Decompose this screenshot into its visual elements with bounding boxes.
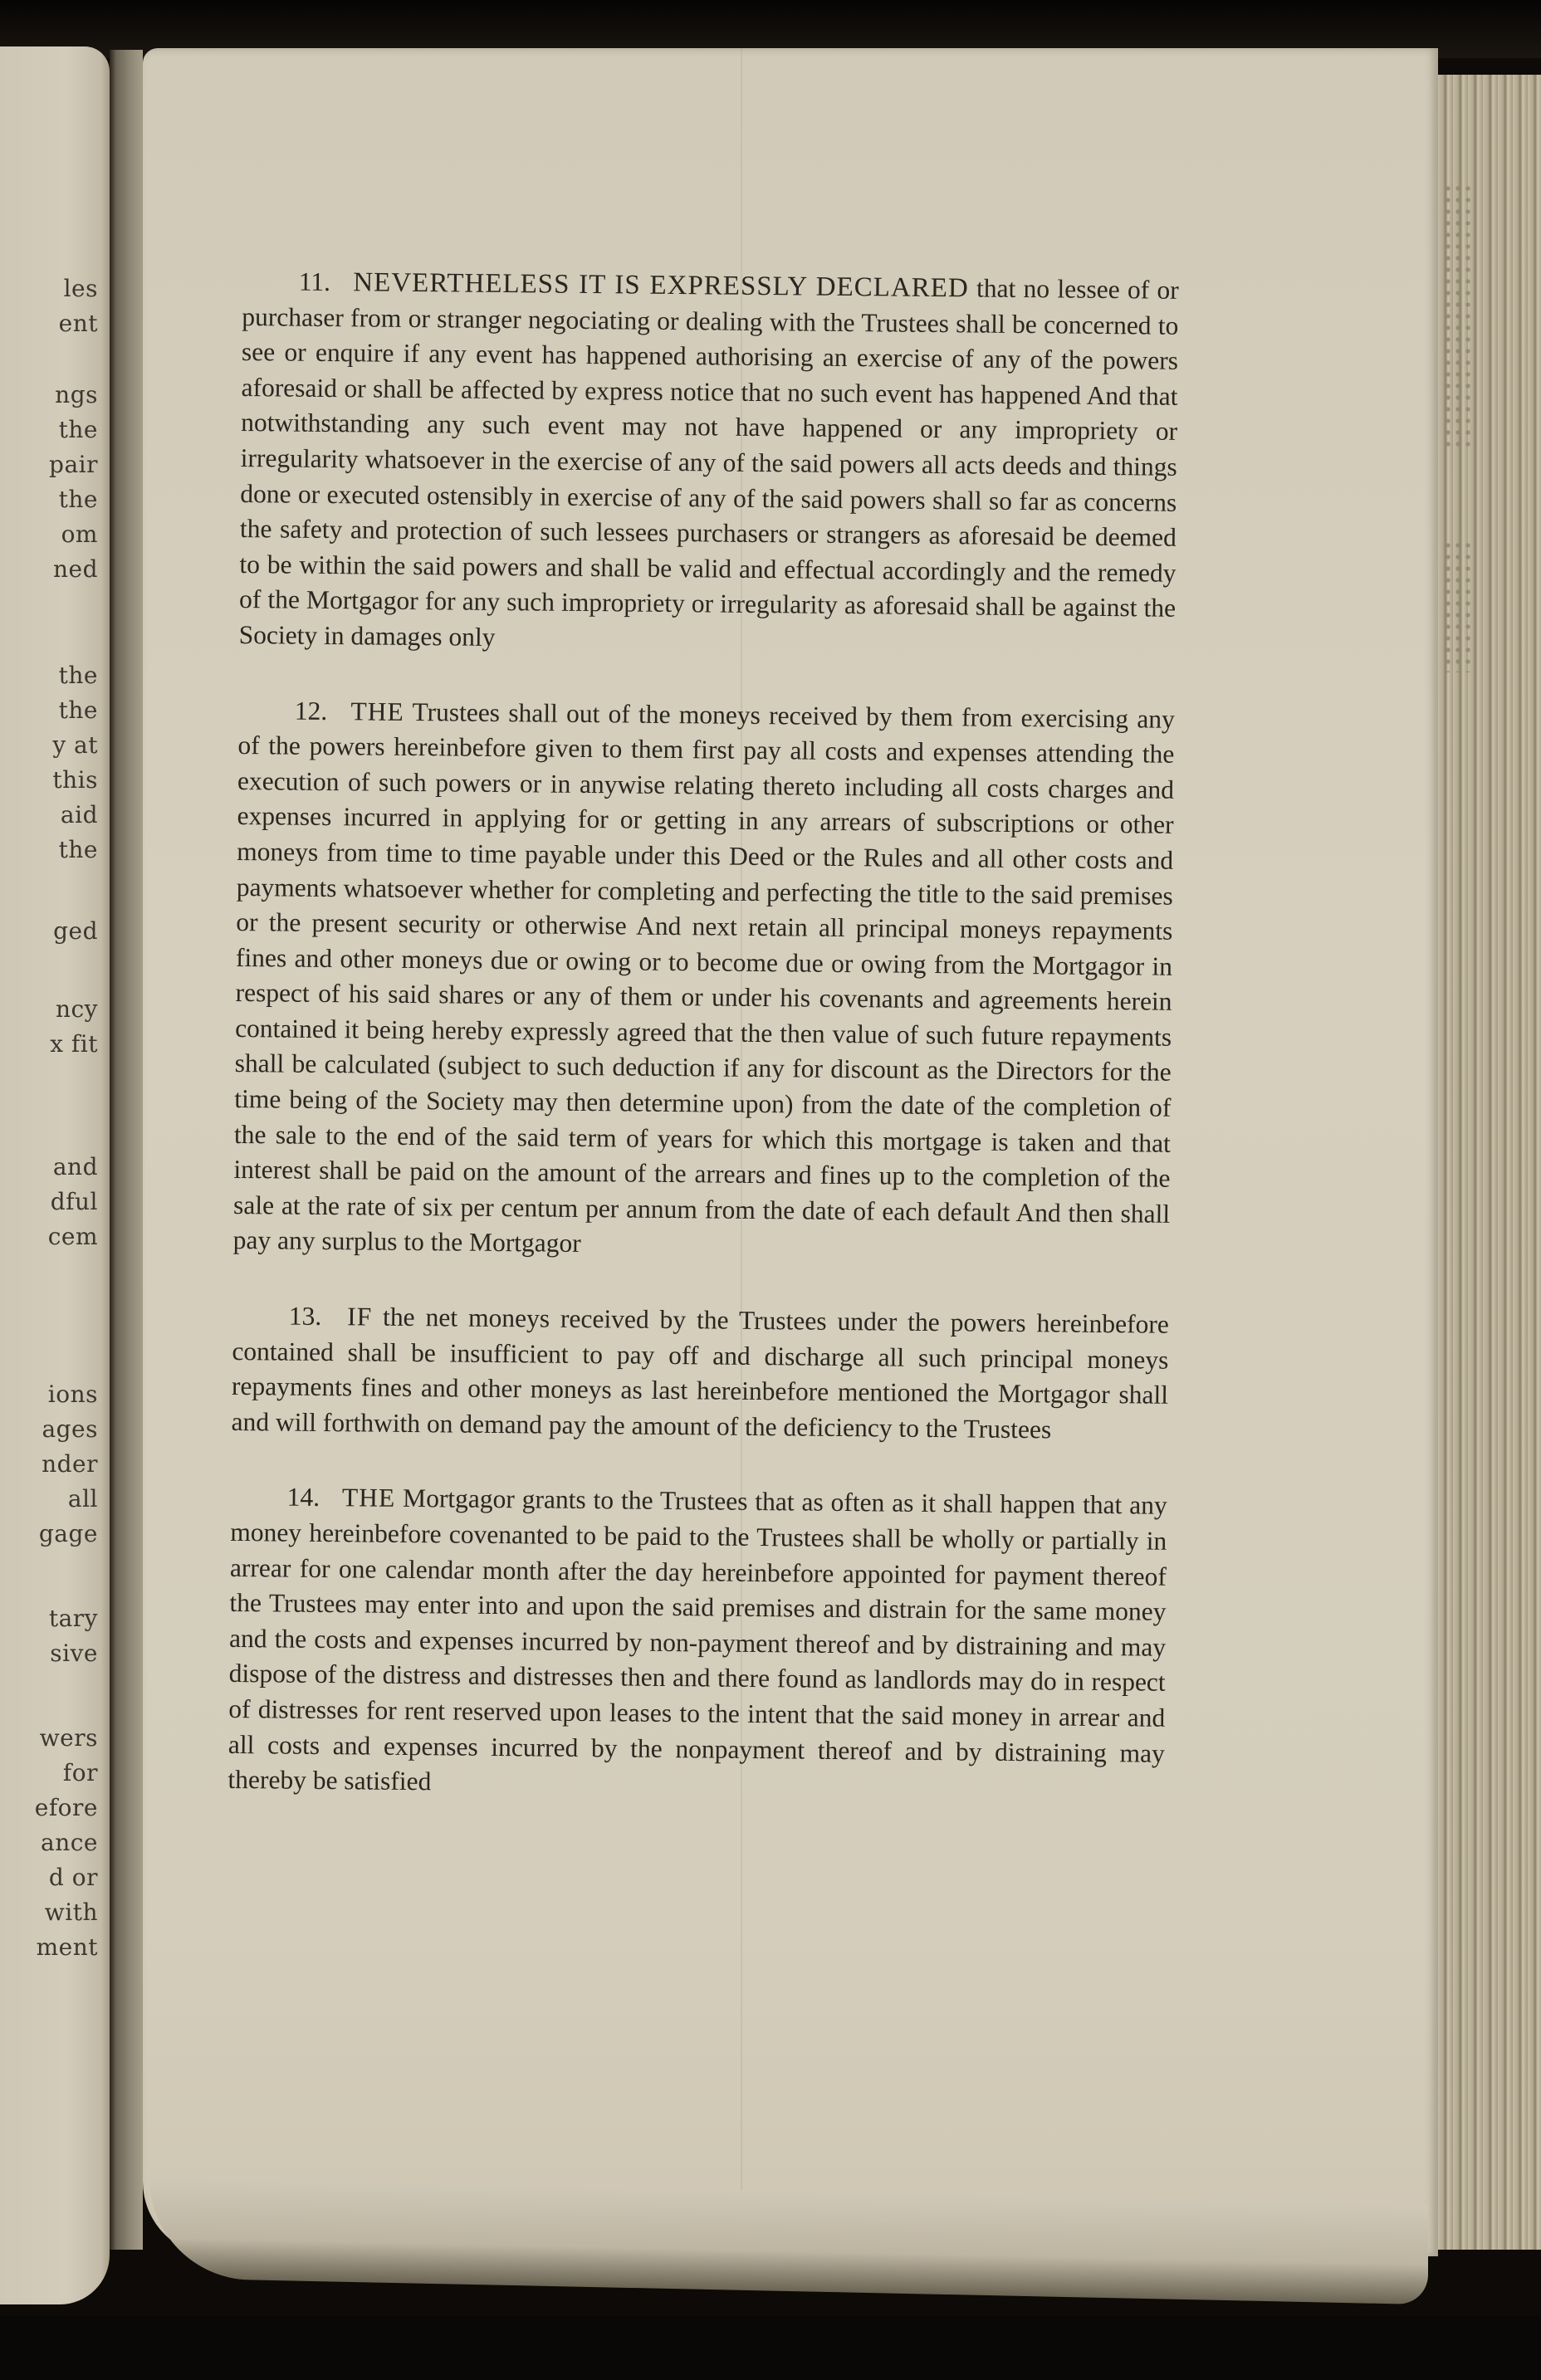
- facing-page-fragment: y at: [52, 731, 98, 759]
- facing-page-fragment: the: [58, 662, 98, 689]
- facing-page-fragment: tary: [48, 1605, 98, 1632]
- clause-11: [239, 264, 1179, 662]
- facing-page-fragment: x fit: [50, 1030, 98, 1058]
- document-body: [227, 264, 1179, 1846]
- book-gutter: [110, 50, 143, 2250]
- facing-page-fragment: for: [62, 1759, 98, 1786]
- clause-number: 13.: [288, 1301, 322, 1332]
- clause-number: 11.: [298, 266, 331, 297]
- clause-lead: NEVERTHELESS IT IS EXPRESSLY DECLARED: [353, 267, 969, 304]
- facing-page-fragment: dful: [50, 1188, 98, 1215]
- facing-page-fragment: the: [58, 836, 98, 863]
- book-cover-bottom: [0, 2316, 1541, 2380]
- facing-page-fragment: all: [67, 1485, 98, 1513]
- perforation-marks: [1443, 183, 1476, 448]
- clause-text: the net moneys received by the Trustees under the powers hereinbefore contained shall be insufficient to pay off and discharge all such principal moneys repayments fines and other moneys as last hereinbefore mentioned the Mortgagor shall and will forthwith on demand pay the amount of the deficiency to the Trustees: [231, 1302, 1169, 1444]
- facing-page-fragment: pair: [49, 451, 98, 478]
- facing-page-fragment: ncy: [55, 995, 98, 1023]
- facing-page-fragment: the: [58, 486, 98, 513]
- facing-page-fragment: om: [61, 520, 98, 548]
- facing-page-fragment: ned: [52, 555, 98, 583]
- facing-page-fragment: ged: [53, 917, 98, 945]
- facing-page-fragment: d or: [48, 1864, 98, 1891]
- clause-text: Trustees shall out of the moneys received by them from exercising any of the powers hereinbefore given to them first pay all costs and expenses attending the execution of such powers or in anywise relating thereto including all costs charges and expenses incurred in applying for or getting in any arrears of subscriptions or other moneys from time to time payable under this Deed or the Rules and all other costs and payments whatsoever whether for completing and perfecting the title to the said premises or the present security or otherwise And next retain all principal moneys repayments fines and other moneys due or owing or to become due or owing from the Mortgagor in respect of his said shares or any of them or under his covenants and agreements herein contained it being hereby expressly agreed that the then value of such future repayments shall be calculated (subject to such deduction if any for discount as the Directors for the time being of the Society may then determine upon) from the date of the completion of the sale to the end of the said term of years for which this mortgage is taken and that interest shall be paid on the amount of the arrears and fines up to the completion of the sale at the rate of six per centum per annum from the date of each default And then shall pay any surplus to the Mortgagor: [232, 696, 1175, 1258]
- clause-number: 14.: [286, 1482, 320, 1513]
- clause-lead: THE: [341, 1483, 396, 1513]
- facing-page-fragment: and: [52, 1153, 98, 1180]
- facing-page-fragment: the: [58, 416, 98, 443]
- facing-page: [0, 46, 110, 2304]
- facing-page-fragment: gage: [38, 1520, 98, 1547]
- facing-page-fragment: wers: [39, 1724, 98, 1752]
- clause-text: Mortgagor grants to the Trustees that as often as it shall happen that any money hereinbefore covenanted to be paid to the Trustees shall be wholly or partially in arrear for one calendar month after the day hereinbefore appointed for payment thereof the Trustees may enter into and upon the said premises and distrain for the same money and the costs and expenses incurred by non-payment thereof and by distraining and may dispose of the distress and distresses then and there found as landlords may do in respect of distresses for rent reserved upon leases to the intent that the said money in arrear and all costs and expenses incurred by the nonpayment thereof and by distraining may thereby be satisfied: [227, 1483, 1167, 1796]
- facing-page-fragment: ment: [36, 1933, 98, 1961]
- facing-page-fragment: ent: [58, 310, 98, 337]
- facing-page-fragment: cem: [47, 1223, 98, 1250]
- facing-page-fragment: ions: [47, 1381, 98, 1408]
- clause-number: 12.: [294, 696, 328, 726]
- perforation-marks: [1443, 540, 1476, 672]
- clause-lead: IF: [347, 1302, 373, 1332]
- facing-page-fragment: with: [44, 1899, 98, 1926]
- facing-page-fragment: ngs: [55, 381, 98, 408]
- clause-lead: THE: [350, 696, 404, 726]
- facing-page-fragment: aid: [60, 801, 98, 828]
- clause-13: [231, 1298, 1169, 1449]
- facing-page-fragment: the: [58, 696, 98, 724]
- facing-page-fragment: les: [63, 275, 98, 302]
- facing-page-fragment: ance: [41, 1829, 98, 1856]
- facing-page-fragment: this: [52, 766, 98, 794]
- facing-page-fragment: nder: [42, 1450, 98, 1478]
- facing-page-fragment: efore: [34, 1794, 98, 1821]
- page-stack-edges: [1438, 75, 1541, 2250]
- facing-page-fragment: ages: [42, 1415, 98, 1443]
- clause-12: [232, 693, 1174, 1268]
- clause-14: [227, 1479, 1167, 1806]
- facing-page-fragment: sive: [50, 1640, 98, 1667]
- clause-text: that no lessee of or purchaser from or stranger negociating or dealing with the Trustees shall be concerned to see or enquire if any event has happened authorising an exercise of any of the powers aforesaid or shall be affected by express notice that no such event has happened And that notwithstanding any such event may not have happened or any impropriety or irregularity whatsoever in the exercise of any of the said powers all acts deeds and things done or executed ostensibly in exercise of any of the said powers shall so far as concerns the safety and protection of such lessees purchasers or strangers as aforesaid be deemed to be within the said powers and shall be valid and effectual accordingly and the remedy of the Mortgagor for any such impropriety or irregularity as aforesaid shall be against the Society in damages only: [238, 273, 1179, 652]
